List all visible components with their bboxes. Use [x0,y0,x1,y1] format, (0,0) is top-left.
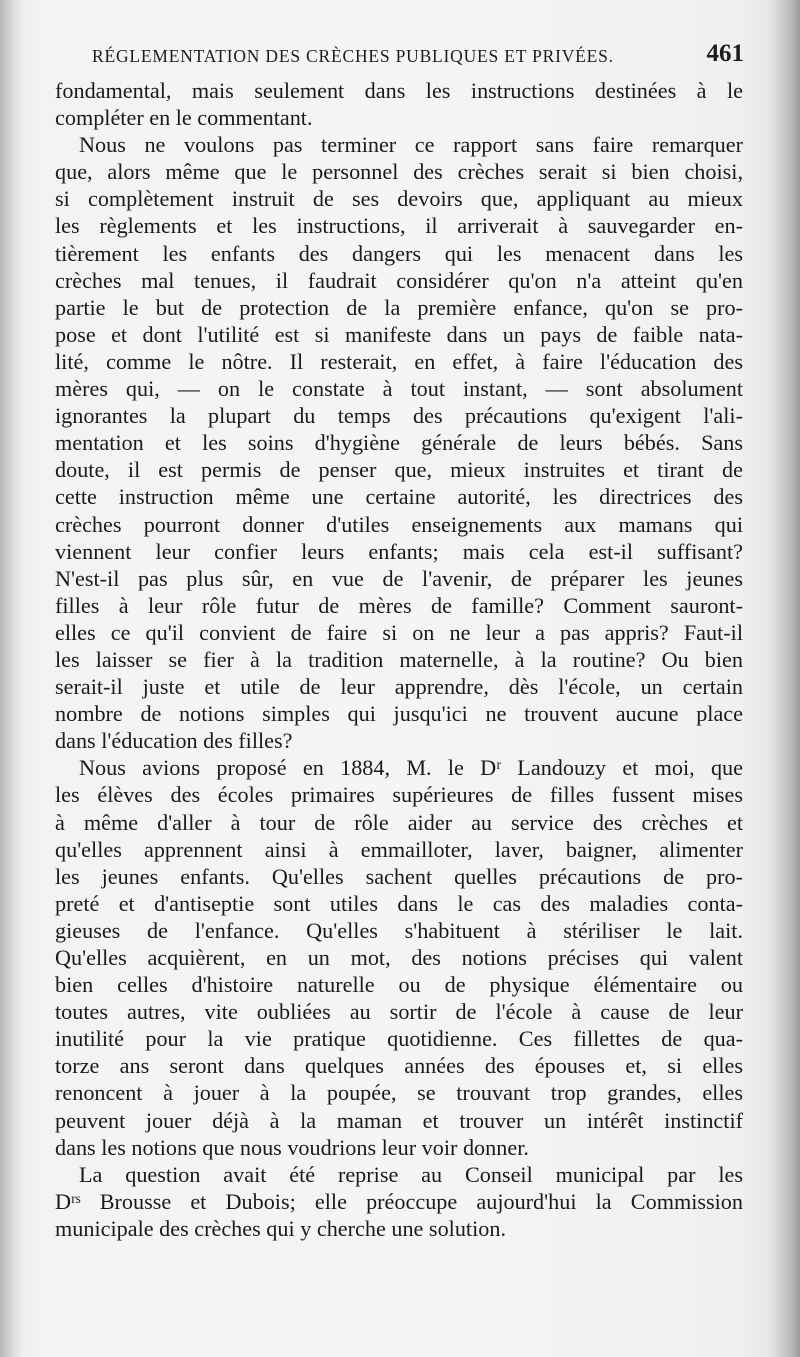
text-line: les règlements et les instructions, il arriverait à sauvegarder en- [55,213,743,239]
text-line: dans l'éducation des filles? [55,728,293,754]
text-line: viennent leur confier leurs enfants; mais cela est-il suffisant? [55,538,743,564]
text-line: doute, il est permis de penser que, mieux instruites et tirant de [55,457,743,483]
text-line: mères qui, — on le constate à tout instant, — sont absolument [55,376,743,402]
text-line: filles à leur rôle futur de mères de famille? Comment sauront- [55,592,743,618]
text-line: N'est-il pas plus sûr, en vue de l'avenir, de préparer les jeunes [55,565,743,591]
text-line: les laisser se fier à la tradition maternelle, à la routine? Ou bien [55,646,743,672]
text-line: Dʳˢ Brousse et Dubois; elle préoccupe aujourd'hui la Commission [55,1188,743,1214]
text-line: qu'elles apprennent ainsi à emmailloter, laver, baigner, alimenter [55,836,743,862]
text-line: lité, comme le nôtre. Il resterait, en effet, à faire l'éducation des [55,348,743,374]
text-line: elles ce qu'il convient de faire si on ne leur a pas appris? Faut-il [55,619,743,645]
text-line: La question avait été reprise au Conseil municipal par les [79,1161,743,1187]
text-line: pose et dont l'utilité est si manifeste dans un pays de faible nata- [55,321,743,347]
text-line: torze ans seront dans quelques années des épouses et, si elles [55,1053,743,1079]
text-line: Nous avions proposé en 1884, M. le Dʳ Landouzy et moi, que [79,755,743,781]
text-line: si complètement instruit de ses devoirs que, appliquant au mieux [55,186,743,212]
text-line: les élèves des écoles primaires supérieures de filles fussent mises [55,782,743,808]
text-line: renoncent à jouer à la poupée, se trouvant trop grandes, elles [55,1080,743,1106]
text-line: que, alors même que le personnel des crèches serait si bien choisi, [55,159,743,185]
text-line: les jeunes enfants. Qu'elles sachent quelles précautions de pro- [55,863,743,889]
text-line: nombre de notions simples qui jusqu'ici ne trouvent aucune place [55,701,743,727]
paragraph [55,1161,743,1242]
text-line: inutilité pour la vie pratique quotidienne. Ces fillettes de qua- [55,1026,743,1052]
text-line: serait-il juste et utile de leur apprendre, dès l'école, un certain [55,674,743,700]
text-line: gieuses de l'enfance. Qu'elles s'habituent à stériliser le lait. [55,917,743,943]
text-line: crèches pourront donner d'utiles enseignements aux mamans qui [55,511,743,537]
text-line: tièrement les enfants des dangers qui les menacent dans les [55,240,743,266]
text-line: fondamental, mais seulement dans les instructions destinées à le [55,78,743,103]
paragraph [55,77,743,131]
running-head: RÉGLEMENTATION DES CRÈCHES PUBLIQUES ET PRIVÉES. [92,46,614,66]
text-line: cette instruction même une certaine autorité, les directrices des [55,484,743,510]
text-line: peuvent jouer déjà à la maman et trouver un intérêt instinctif [55,1107,743,1133]
text-line: Nous ne voulons pas terminer ce rapport sans faire remarquer [79,132,743,158]
text-line: crèches mal tenues, il faudrait considérer qu'on n'a atteint qu'en [55,267,743,293]
text-line: partie le but de protection de la première enfance, qu'on se pro- [55,294,743,320]
text-line: Qu'elles acquièrent, en un mot, des notions précises qui valent [55,945,743,970]
text-line: ignorantes la plupart du temps des précautions qu'exigent l'ali- [55,403,743,429]
text-line: toutes autres, vite oubliées au sortir de l'école à cause de leur [55,999,743,1025]
paragraph [55,131,743,754]
text-line: mentation et les soins d'hygiène générale de leurs bébés. Sans [55,430,743,456]
body-text [55,77,743,1242]
text-line: à même d'aller à tour de rôle aider au service des crèches et [55,809,743,835]
page-gutter-shadow [0,0,22,1357]
text-line: preté et d'antiseptie sont utiles dans le cas des maladies conta- [55,890,743,916]
page-header [92,40,744,80]
text-line: municipale des crèches qui y cherche une solution. [55,1215,506,1241]
text-line: compléter en le commentant. [55,105,313,131]
page-number: 461 [706,40,744,67]
paragraph [55,754,743,1160]
text-line: bien celles d'histoire naturelle ou de physique élémentaire ou [55,972,743,998]
text-line: dans les notions que nous voudrions leur voir donner. [55,1134,529,1160]
